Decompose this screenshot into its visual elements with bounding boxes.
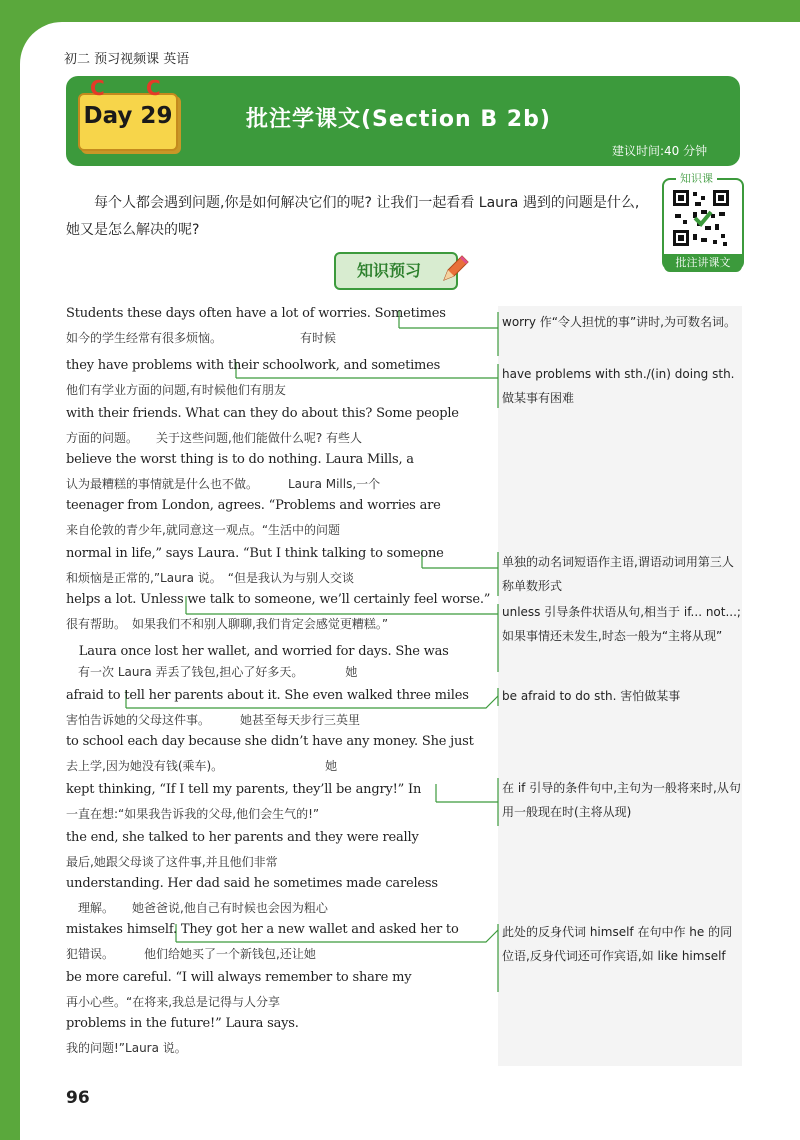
annotation-note: have problems with sth./(in) doing sth. 做某事有困难 [502,367,735,405]
passage-line [66,592,506,638]
english-line: to school each day because she didn’t have any money. She just [66,734,474,749]
passage-line [66,922,506,968]
passage-line [66,970,506,1016]
english-line: Students these days often have a lot of worries. Sometimes [66,306,446,321]
chinese-gloss: 他们有学业方面的问题,有时候他们有朋友 [66,383,286,397]
passage-line [66,498,506,544]
chinese-gloss: 方面的问题。 关于这些问题,他们能做什么呢? 有些人 [66,431,363,445]
passage-line [66,830,506,876]
passage-line [66,452,506,498]
english-line: kept thinking, “If I tell my parents, they’ll be angry!” In [66,782,422,797]
chinese-gloss: 如今的学生经常有很多烦恼。 有时候 [66,331,337,345]
annotation-note: unless 引导条件状语从句,相当于 if... not...;如果事情还未发生,时态一般为“主将从现” [502,605,741,643]
annotation-note: 单独的动名词短语作主语,谓语动词用第三人称单数形式 [502,555,734,593]
suggested-time: 建议时间:40 分钟 [612,144,708,158]
chinese-gloss: 去上学,因为她没有钱(乘车)。 她 [66,759,338,773]
qr-bottom-label: 批注讲课文 [664,254,742,272]
qr-top-label: 知识课 [676,170,717,186]
passage-line [66,306,506,352]
page-number: 96 [66,1088,90,1108]
english-line: the end, she talked to her parents and they were really [66,830,419,845]
passage-line [66,640,506,686]
chinese-gloss: 一直在想:“如果我告诉我的父母,他们会生气的!” [66,807,320,821]
lesson-title: 批注学课文(Section B 2b) [246,107,551,132]
english-line: afraid to tell her parents about it. She even walked three miles [66,688,469,703]
chinese-gloss: 最后,她跟父母谈了这件事,并且他们非常 [66,855,278,869]
english-line: teenager from London, agrees. “Problems and worries are [66,498,441,513]
chinese-gloss: 犯错误。 他们给她买了一个新钱包,还让她 [66,947,316,961]
chinese-gloss: 害怕告诉她的父母这件事。 她甚至每天步行三英里 [66,713,361,727]
calendar-ring-icon: C [146,76,161,100]
chinese-gloss: 再小心些。“在将来,我总是记得与人分享 [66,995,281,1009]
annotation-note: be afraid to do sth. 害怕做某事 [502,689,681,703]
english-line: with their friends. What can they do about this? Some people [66,406,459,421]
english-line: Laura once lost her wallet, and worried for days. She was [66,644,449,659]
english-line: believe the worst thing is to do nothing. Laura Mills, a [66,452,414,467]
course-label: 初二 预习视频课 英语 [64,52,190,67]
calendar-ring-icon: C [90,76,105,100]
chinese-gloss: 和烦恼是正常的,”Laura 说。 “但是我认为与别人交谈 [66,571,354,585]
chinese-gloss: 来自伦敦的青少年,就同意这一观点。“生活中的问题 [66,523,341,537]
intro-paragraph: 每个人都会遇到问题,你是如何解决它们的呢? 让我们一起看看 Laura 遇到的问题是什么,她又是怎么解决的呢? [66,195,640,238]
annotation-note: 此处的反身代词 himself 在句中作 he 的同位语,反身代词还可作宾语,如 like himself [502,925,733,963]
passage-line [66,688,506,734]
english-line: be more careful. “I will always remember to share my [66,970,412,985]
english-line: helps a lot. Unless we talk to someone, we’ll certainly feel worse.” [66,592,491,607]
chinese-gloss: 理解。 她爸爸说,他自己有时候也会因为粗心 [66,901,328,915]
chinese-gloss: 很有帮助。 如果我们不和别人聊聊,我们肯定会感觉更糟糕。” [66,617,389,631]
chinese-gloss: 认为最糟糕的事情就是什么也不做。 Laura Mills,一个 [66,477,381,491]
passage-line [66,876,506,922]
section-label: 知识预习 [356,261,421,280]
passage-line [66,1016,506,1062]
passage-line [66,406,506,452]
annotation-note: worry 作“令人担忧的事”讲时,为可数名词。 [502,315,736,329]
passage-line [66,734,506,780]
day-label: Day 29 [83,103,173,129]
annotation-note: 在 if 引导的条件句中,主句为一般将来时,从句用一般现在时(主将从现) [502,781,741,819]
english-line: understanding. Her dad said he sometimes made careless [66,876,438,891]
chinese-gloss: 我的问题!”Laura 说。 [66,1041,187,1055]
passage-line [66,546,506,592]
english-line: mistakes himself. They got her a new wallet and asked her to [66,922,459,937]
english-line: they have problems with their schoolwork, and sometimes [66,358,441,373]
passage-line [66,358,506,404]
chinese-gloss: 有一次 Laura 弄丢了钱包,担心了好多天。 她 [66,665,358,679]
english-line: problems in the future!” Laura says. [66,1016,299,1031]
english-line: normal in life,” says Laura. “But I think talking to someone [66,546,444,561]
passage-line [66,782,506,828]
